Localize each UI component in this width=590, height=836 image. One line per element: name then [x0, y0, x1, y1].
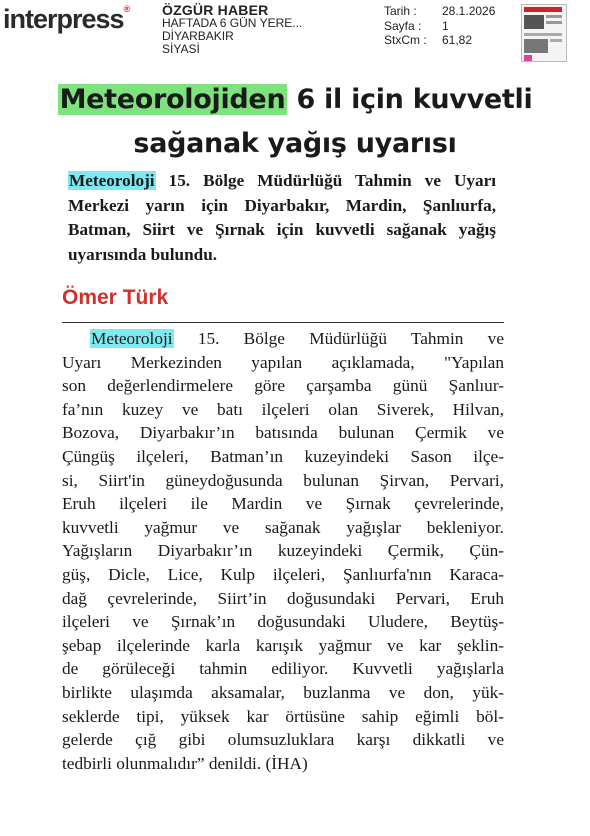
registered-mark: ® — [123, 4, 131, 14]
lead-text: 15. Bölge Müdürlüğü Tahmin ve Uyarı Merkezi yarın için Diyarbakır, Mardin, Şanlıurfa, Batman, Siirt ve Şırnak için kuvvetli sağanak yağış uyarısında bulundu. — [68, 171, 496, 264]
logo-text: interpress — [3, 4, 124, 34]
body-line: gelerde çığ gibi olumsuzluklara karşı dikkatli ve — [62, 730, 504, 750]
headline-rest: 6 il için kuvvetli — [287, 84, 533, 115]
body-line: son değerlendirmelere göre çarşamba günü Şanlıur- — [62, 376, 504, 396]
date-label: Tarih : — [384, 4, 417, 18]
date-value: 28.1.2026 — [442, 4, 496, 18]
publication-region: DİYARBAKIR — [162, 29, 234, 43]
body-line: tedbirli olunmalıdır” denildi. (İHA) — [62, 753, 308, 773]
byline-divider — [62, 322, 504, 323]
headline-line-2: sağanak yağış uyarısı — [133, 128, 457, 159]
body-line: Çüngüş ilçeleri, Batman’ın kuzeyindeki Sason ilçe- — [62, 446, 504, 466]
body-line: de görüleceği tahmin ediliyor. Kuvvetli yağışlarla — [62, 659, 504, 679]
publication-category: SİYASİ — [162, 42, 200, 56]
body-line: dağ çevrelerinde, Siirt’in doğusundaki Pervari, Eruh — [62, 588, 504, 608]
publication-frequency: HAFTADA 6 GÜN YERE... — [162, 16, 303, 30]
body-line: güş, Dicle, Lice, Kulp ilçeleri, Şanlıurfa'nın Karaca- — [62, 564, 504, 584]
body-line: Uyarı Merkezinden yapılan açıklamada, "Yapılan — [62, 352, 504, 372]
page-thumbnail[interactable] — [521, 4, 567, 62]
body-line: ilçeleri ve Şırnak’ın doğusundaki Uludere, Beytüş- — [62, 612, 504, 632]
body-line: Eruh ilçeleri ile Mardin ve Şırnak çevrelerinde, — [62, 494, 504, 514]
body-line: birlikte ulaşımda aksamalar, buzlanma ve don, yük- — [62, 682, 504, 702]
author-byline: Ömer Türk — [62, 286, 169, 309]
body-line: Bozova, Diyarbakır’ın batısında bulunan Çermik ve — [62, 423, 504, 443]
body-highlight: Meteoroloji — [91, 329, 173, 348]
publication-name: ÖZGÜR HABER — [162, 2, 269, 18]
date-row — [384, 4, 495, 19]
clipping-meta — [384, 4, 495, 48]
article-body — [62, 327, 504, 775]
publication-info — [162, 4, 302, 56]
interpress-logo — [3, 4, 130, 35]
body-line: fa’nın kuzey ve batı ilçeleri olan Siverek, Hilvan, — [62, 399, 504, 419]
headline-line-1 — [0, 78, 590, 122]
page-row — [384, 19, 495, 34]
page-label: Sayfa : — [384, 18, 422, 33]
article-headline — [0, 78, 590, 166]
page-value: 1 — [442, 18, 449, 33]
headline-highlight: Meteorolojiden — [59, 84, 286, 115]
body-line: seklerde tipi, yüksek kar örtüsüne sahip eğimli böl- — [62, 706, 504, 726]
body-line: si, Siirt'in güneydoğusunda bulunan Şirvan, Pervari, — [62, 470, 504, 490]
article-lead — [68, 169, 496, 267]
body-line: kuvvetli yağmur ve sağanak yağışlar bekleniyor. — [62, 517, 504, 537]
body-line: Meteoroloji 15. Bölge Müdürlüğü Tahmin ve — [91, 329, 504, 348]
lead-highlight: Meteoroloji — [69, 171, 155, 190]
body-line: şebap ilçelerinde karla karışık yağmur ve kar şeklin- — [62, 635, 504, 655]
size-label: StxCm : — [384, 33, 427, 47]
body-line: Yağışların Diyarbakır’ın kuzeyindeki Çermik, Çün- — [62, 541, 504, 561]
size-value: 61,82 — [442, 33, 473, 47]
size-row — [384, 33, 495, 48]
